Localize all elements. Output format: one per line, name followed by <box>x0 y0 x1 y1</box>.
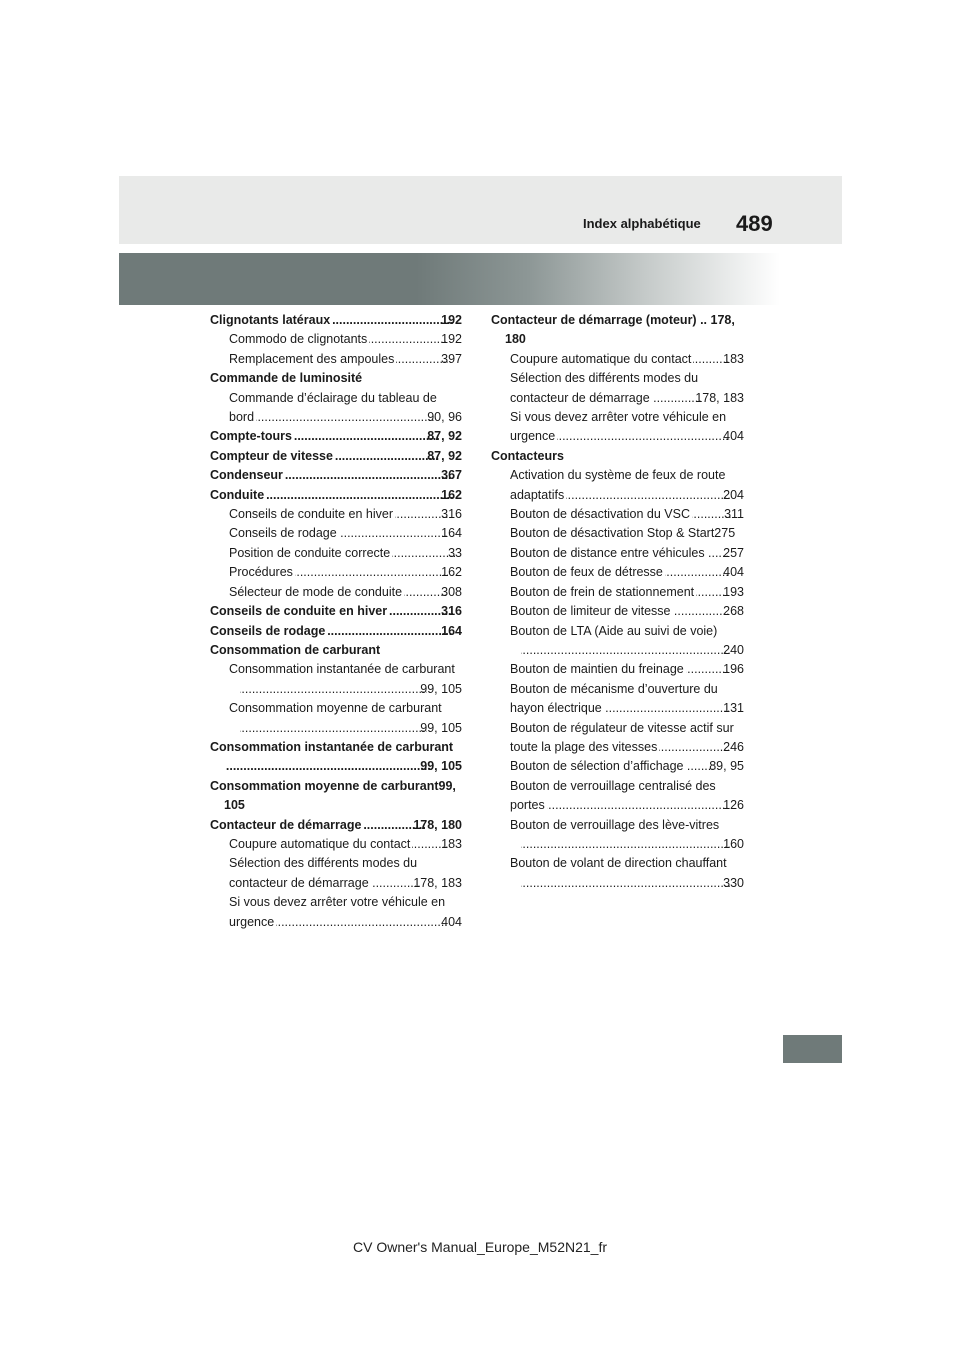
entry-text: adaptatifs <box>510 487 565 502</box>
entry-text: bord <box>229 410 255 425</box>
dot-leader <box>521 641 730 660</box>
page-reference: 268 <box>723 604 744 619</box>
page-reference: 87, 92 <box>427 429 462 444</box>
page-reference: 99, 105 <box>420 720 462 735</box>
page-reference: 183 <box>441 836 462 851</box>
page-reference: 126 <box>723 798 744 813</box>
entry-lead-text: Bouton de mécanisme d’ouverture du <box>510 681 718 696</box>
page-reference: 162 <box>441 487 462 502</box>
entry-text: Contacteur de démarrage <box>210 817 362 832</box>
dot-leader <box>240 680 427 699</box>
index-subentry <box>491 680 744 719</box>
dot-leader <box>226 757 432 776</box>
footer-text: CV Owner's Manual_Europe_M52N21_fr <box>352 1239 608 1255</box>
page-reference: 33 <box>448 545 462 560</box>
dot-leader <box>659 738 730 757</box>
index-subentry <box>491 660 744 679</box>
index-subentry <box>210 544 462 563</box>
index-subentry <box>210 505 462 524</box>
index-subentry <box>210 854 462 893</box>
index-subentry <box>210 389 462 428</box>
entry-text: Position de conduite correcte <box>229 545 391 560</box>
entry-lead-text: Si vous devez arrêter votre véhicule en <box>229 895 446 910</box>
dot-leader <box>369 330 448 349</box>
dot-leader <box>332 311 453 330</box>
entry-text: Conseils de rodage <box>229 526 337 541</box>
entry-text: Condenseur <box>210 468 283 483</box>
entry-text: Bouton de désactivation du VSC <box>510 507 690 522</box>
index-subentry <box>210 583 462 602</box>
index-subentry <box>491 816 744 855</box>
page-reference: 196 <box>723 662 744 677</box>
entry-lead-text: Si vous devez arrêter votre véhicule en <box>510 410 727 425</box>
entry-lead-text: Activation du système de feux de route <box>510 468 726 483</box>
index-subentry <box>491 408 744 447</box>
page-reference: 316 <box>441 604 462 619</box>
dot-leader <box>295 563 448 582</box>
dot-leader <box>339 524 448 543</box>
index-subentry <box>491 369 744 408</box>
entry-lead-text: Commande d’éclairage du tableau de <box>229 390 437 405</box>
entry-text: Bouton de maintien du freinage <box>510 662 684 677</box>
index-subentry <box>210 699 462 738</box>
entry-text: Bouton de limiteur de vitesse <box>510 604 671 619</box>
index-column-left <box>210 311 462 932</box>
entry-text: Remplacement des ampoules <box>229 351 395 366</box>
page-reference: 246 <box>723 739 744 754</box>
dot-leader <box>392 544 455 563</box>
index-entry <box>210 641 462 660</box>
entry-lead-text: Bouton de verrouillage des lève-vitres <box>510 817 720 832</box>
entry-text: Consommation de carburant <box>210 642 381 657</box>
page-reference: 311 <box>724 507 744 522</box>
index-subentry <box>491 757 744 776</box>
entry-text: contacteur de démarrage <box>229 875 369 890</box>
page-reference: 164 <box>441 526 462 541</box>
dot-leader <box>566 486 730 505</box>
page-reference: 178, 183 <box>413 875 462 890</box>
page-reference: 240 <box>723 642 744 657</box>
dot-leader <box>665 563 730 582</box>
index-entry <box>210 486 462 505</box>
entry-lead-text: Sélection des différents modes du <box>229 856 418 871</box>
entry-text: Conseils de rodage <box>210 623 326 638</box>
index-entry <box>210 369 462 388</box>
entry-text: toute la plage des vitesses <box>510 739 658 754</box>
entry-text: urgence <box>229 914 275 929</box>
entry-text: Commodo de clignotants <box>229 332 368 347</box>
page-reference: 131 <box>723 701 744 716</box>
dot-leader <box>256 408 434 427</box>
entry-text: hayon électrique <box>510 701 602 716</box>
index-entry <box>210 738 462 777</box>
entry-lead-text: Bouton de verrouillage centralisé des <box>510 778 716 793</box>
page-reference: 316 <box>441 507 462 522</box>
index-subentry <box>210 893 462 932</box>
entry-lead-text: Bouton de LTA (Aide au suivi de voie) <box>510 623 718 638</box>
entry-text: Conseils de conduite en hiver <box>210 604 388 619</box>
entry-text: Contacteur de démarrage (moteur) .. 178, 180 <box>491 313 735 347</box>
chapter-tab <box>783 1035 842 1063</box>
index-subentry <box>491 350 744 369</box>
header-band <box>119 176 842 244</box>
page-reference: 257 <box>723 545 744 560</box>
index-entry <box>491 447 744 466</box>
page-reference: 404 <box>441 914 462 929</box>
page-reference: 164 <box>441 623 462 638</box>
index-subentry <box>210 563 462 582</box>
index-subentry <box>491 777 744 816</box>
index-entry <box>210 777 462 816</box>
entry-lead-text: Bouton de régulateur de vitesse actif sur <box>510 720 734 735</box>
index-entry <box>210 427 462 446</box>
entry-text: Bouton de distance entre véhicules <box>510 545 705 560</box>
entry-text: Clignotants latéraux <box>210 313 331 327</box>
dot-leader <box>521 835 730 854</box>
index-entry <box>210 622 462 641</box>
page-reference: 99, 105 <box>420 681 462 696</box>
dot-leader <box>335 447 439 466</box>
index-subentry <box>491 544 744 563</box>
index-subentry <box>210 660 462 699</box>
dot-leader <box>673 602 731 621</box>
page-reference: 89, 95 <box>709 759 744 774</box>
entry-text: portes <box>510 798 545 813</box>
dot-leader <box>276 913 448 932</box>
index-entry <box>210 816 462 835</box>
entry-lead-text: Consommation instantanée de carburant <box>229 662 455 677</box>
page-reference: 204 <box>723 487 744 502</box>
page-reference: 87, 92 <box>427 448 462 463</box>
entry-text: Coupure automatique du contact <box>510 351 692 366</box>
entry-text: Procédures <box>229 565 293 580</box>
index-subentry <box>210 350 462 369</box>
page-reference: 404 <box>723 565 744 580</box>
index-subentry <box>210 330 462 349</box>
dot-leader <box>557 427 730 446</box>
entry-lead-text: Consommation moyenne de carburant <box>229 701 442 716</box>
page-reference: 162 <box>441 565 462 580</box>
header-gradient-band <box>119 253 780 305</box>
dot-leader <box>285 466 453 485</box>
entry-text: Coupure automatique du contact <box>229 836 411 851</box>
entry-text: Consommation moyenne de carburant99, 105 <box>210 778 456 813</box>
index-subentry <box>491 524 744 543</box>
entry-lead-text: Consommation instantanée de carburant <box>210 739 454 754</box>
index-entry <box>210 602 462 621</box>
page-reference: 90, 96 <box>427 410 462 425</box>
entry-text: Commande de luminosité <box>210 371 363 386</box>
entry-text: Conduite <box>210 487 265 502</box>
page-reference: 367 <box>441 468 462 483</box>
page-reference: 404 <box>723 429 744 444</box>
index-subentry <box>491 602 744 621</box>
dot-leader <box>604 699 730 718</box>
dot-leader <box>266 486 453 505</box>
index-entry <box>210 311 462 330</box>
index-subentry <box>491 466 744 505</box>
page-reference: 193 <box>723 584 744 599</box>
dot-leader <box>240 719 427 738</box>
entry-text: Sélecteur de mode de conduite <box>229 584 403 599</box>
index-subentry <box>491 563 744 582</box>
entry-text: Bouton de désactivation Stop & Start275 <box>510 526 736 541</box>
entry-text: Contacteurs <box>491 448 564 463</box>
page-reference: 308 <box>441 584 462 599</box>
index-subentry <box>491 719 744 758</box>
index-subentry <box>491 583 744 602</box>
dot-leader <box>294 427 439 446</box>
index-subentry <box>491 622 744 661</box>
index-subentry <box>491 505 744 524</box>
page-reference: 160 <box>723 836 744 851</box>
dot-leader <box>521 874 730 893</box>
entry-text: Compteur de vitesse <box>210 448 333 463</box>
entry-lead-text: Sélection des différents modes du <box>510 371 699 386</box>
index-subentry <box>491 854 744 893</box>
index-entry <box>491 311 744 350</box>
page-reference: 178, 183 <box>695 390 744 405</box>
index-subentry <box>210 835 462 854</box>
page-reference: 178, 180 <box>413 817 462 832</box>
entry-text: urgence <box>510 429 556 444</box>
entry-text: Compte-tours <box>210 429 292 444</box>
page-reference: 192 <box>441 332 462 347</box>
page-reference: 397 <box>441 351 462 366</box>
entry-text: Bouton de frein de stationnement <box>510 584 695 599</box>
entry-text: Conseils de conduite en hiver <box>229 507 393 522</box>
index-entry <box>210 447 462 466</box>
entry-text: Bouton de feux de détresse <box>510 565 663 580</box>
page-reference: 330 <box>723 875 744 890</box>
page-reference: 183 <box>723 351 744 366</box>
index-column-right <box>491 311 744 893</box>
page-reference: 192 <box>441 313 462 327</box>
entry-lead-text: Bouton de volant de direction chauffant <box>510 856 727 871</box>
entry-text: contacteur de démarrage <box>510 390 650 405</box>
page-reference: 99, 105 <box>420 759 462 774</box>
index-entry <box>210 466 462 485</box>
dot-leader <box>327 622 453 641</box>
dot-leader <box>547 796 730 815</box>
page-number: 489 <box>736 211 773 236</box>
index-subentry <box>210 524 462 543</box>
entry-text: Bouton de sélection d’affichage <box>510 759 684 774</box>
section-title: Index alphabétique <box>583 216 701 231</box>
